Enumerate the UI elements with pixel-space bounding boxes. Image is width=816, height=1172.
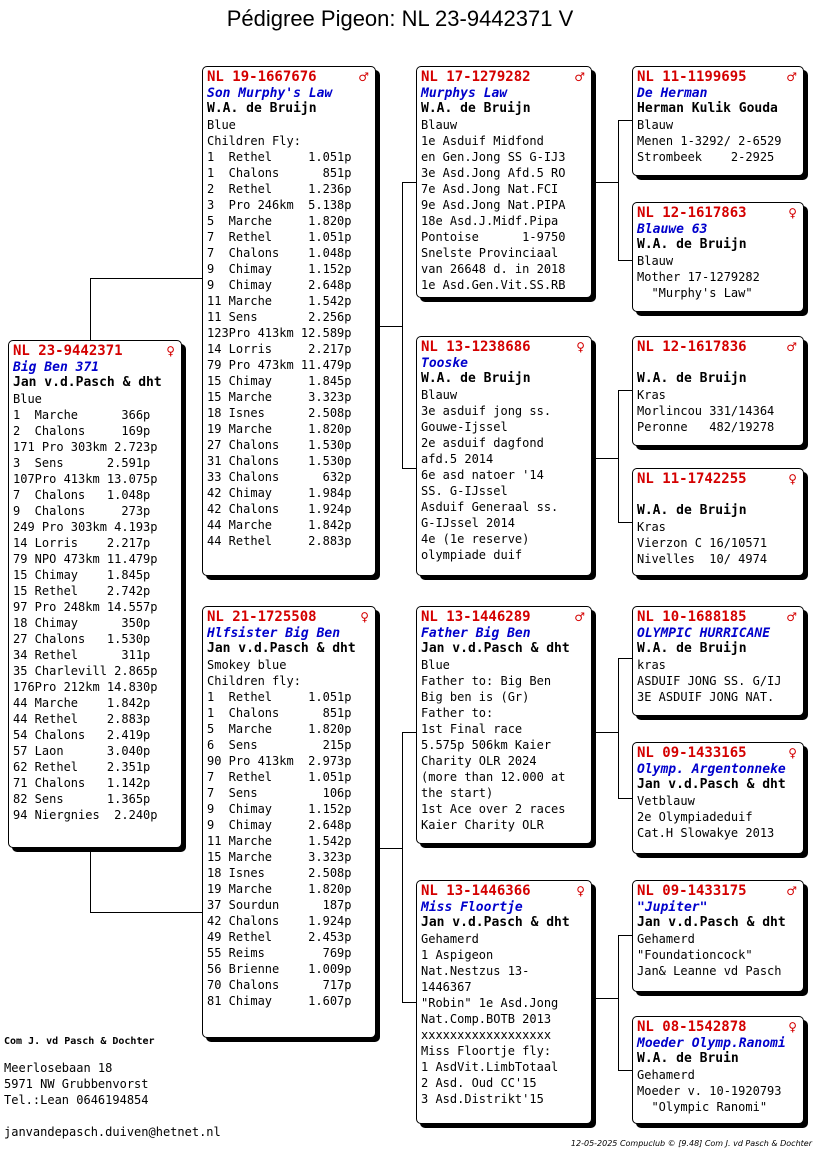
breeder-name: W.A. de Bruijn <box>421 371 531 386</box>
pedigree-line: (more than 12.000 at <box>421 770 566 784</box>
connector <box>90 278 204 279</box>
pigeon-card-sss[interactable] <box>632 66 804 176</box>
pedigree-line: 14 Lorris 2.217p <box>207 342 352 356</box>
connector <box>618 120 619 260</box>
connector <box>618 1070 632 1071</box>
pedigree-line: Gehamerd <box>637 932 695 946</box>
pigeon-card-dam-sire[interactable] <box>416 606 592 844</box>
pedigree-line: 3E ASDUIF JONG NAT. <box>637 690 775 704</box>
owner-street: Meerlosebaan 18 <box>4 1061 113 1075</box>
connector <box>618 935 619 1070</box>
pedigree-line: 171 Pro 303km 2.723p <box>13 440 158 454</box>
breeder-name: Jan v.d.Pasch & dht <box>637 777 786 792</box>
pedigree-line: 7e Asd.Jong Nat.FCI <box>421 182 559 196</box>
pedigree-line: 3e asduif jong ss. <box>421 404 552 418</box>
ring-number-row <box>637 1019 799 1036</box>
pedigree-line: Blauw <box>421 118 458 132</box>
connector <box>90 278 91 340</box>
pedigree-line: olympiade duif <box>421 548 523 562</box>
ring-number: NL 13-1238686 <box>421 339 531 355</box>
pigeon-name: Son Murphy's Law <box>207 86 333 101</box>
ring-number-row <box>207 69 371 86</box>
connector <box>592 182 618 183</box>
pedigree-line: Morlincou 331/14364 <box>637 404 775 418</box>
ring-number: NL 21-1725508 <box>207 609 317 625</box>
pedigree-line: Blauw <box>421 388 458 402</box>
pedigree-line: 2 Chalons 169p <box>13 424 151 438</box>
owner-tel: Tel.:Lean 0646194854 <box>4 1093 149 1107</box>
pedigree-line: 1e Asduif Midfond <box>421 134 544 148</box>
owner-company: Com J. vd Pasch & Dochter <box>4 1036 155 1047</box>
pedigree-line: 2 Rethel 1.236p <box>207 182 352 196</box>
pedigree-line: 7 Rethel 1.051p <box>207 770 352 784</box>
pedigree-line: 1 Chalons 851p <box>207 706 352 720</box>
sex-symbol-icon: ♀ <box>788 206 797 220</box>
pedigree-line: G-IJssel 2014 <box>421 516 515 530</box>
pedigree-line: 18 Isnes 2.508p <box>207 406 352 420</box>
pedigree-line: 18 Isnes 2.508p <box>207 866 352 880</box>
pedigree-line: Blue <box>13 392 42 406</box>
pedigree-line: 62 Rethel 2.351p <box>13 760 151 774</box>
breeder-name: Jan v.d.Pasch & dht <box>421 641 570 656</box>
ring-number-row <box>637 69 799 86</box>
connector <box>592 732 618 733</box>
pedigree-line: Father to: Big Ben <box>421 674 552 688</box>
pedigree-line: van 26648 d. in 2018 <box>421 262 566 276</box>
pedigree-line: Children Fly: <box>207 134 301 148</box>
pedigree-line: 7 Rethel 1.051p <box>207 230 352 244</box>
ring-number-row <box>421 609 587 626</box>
connector <box>592 998 618 999</box>
pedigree-line: Children fly: <box>207 674 301 688</box>
pedigree-line: 9 Chimay 1.152p <box>207 262 352 276</box>
ring-number: NL 12-1617836 <box>637 339 747 355</box>
connector <box>618 390 632 391</box>
pedigree-line: 42 Chalons 1.924p <box>207 914 352 928</box>
footer-credit: 12-05-2025 Compuclub © [9.48] Com J. vd Pasch & Dochter <box>570 1139 812 1148</box>
pedigree-line: 11 Sens 2.256p <box>207 310 352 324</box>
owner-address <box>4 1034 155 1050</box>
pedigree-line: 97 Pro 248km 14.557p <box>13 600 158 614</box>
pigeon-card-main[interactable] <box>8 340 182 848</box>
breeder-name: W.A. de Bruijn <box>637 503 747 518</box>
ring-number-row <box>421 69 587 86</box>
pedigree-line: 44 Rethel 2.883p <box>207 534 352 548</box>
breeder-name: Jan v.d.Pasch & dht <box>421 915 570 930</box>
ring-number: NL 13-1446289 <box>421 609 531 625</box>
connector <box>618 935 632 936</box>
connector <box>618 390 619 522</box>
breeder-name: W.A. de Bruin <box>637 1051 739 1066</box>
pigeon-card-sire-sire[interactable] <box>416 66 592 298</box>
pedigree-line: xxxxxxxxxxxxxxxxxx <box>421 1028 552 1042</box>
pigeon-name: Miss Floortje <box>421 900 523 915</box>
pedigree-line: 1446367 <box>421 980 472 994</box>
pedigree-line: "Foundationcock" <box>637 948 753 962</box>
sex-symbol-icon: ♀ <box>166 344 175 358</box>
pedigree-line: "Olympic Ranomi" <box>637 1100 768 1114</box>
pigeon-name <box>637 356 799 371</box>
pedigree-line: 57 Laon 3.040p <box>13 744 151 758</box>
pigeon-name: Tooske <box>421 356 468 371</box>
pedigree-line: Pontoise 1-9750 <box>421 230 566 244</box>
pedigree-line: Blauw <box>637 118 674 132</box>
pedigree-line: 1e Asd.Gen.Vit.SS.RB <box>421 278 566 292</box>
sex-symbol-icon: ♂ <box>358 70 369 84</box>
pigeon-card-ddd[interactable] <box>632 1016 804 1124</box>
pedigree-line: "Murphy's Law" <box>637 286 753 300</box>
breeder-name: W.A. de Bruijn <box>421 101 531 116</box>
pedigree-line: 1 AsdVit.LimbTotaal <box>421 1060 559 1074</box>
connector <box>618 260 632 261</box>
sex-symbol-icon: ♀ <box>788 472 797 486</box>
pedigree-line: 81 Chimay 1.607p <box>207 994 352 1008</box>
ring-number-row <box>13 343 177 360</box>
sex-symbol-icon: ♂ <box>786 340 797 354</box>
pedigree-line: 42 Chimay 1.984p <box>207 486 352 500</box>
ring-number-row <box>637 883 799 900</box>
pedigree-line: 15 Marche 3.323p <box>207 390 352 404</box>
ring-number-row <box>637 471 799 488</box>
pigeon-card-dam-dam[interactable] <box>416 880 592 1124</box>
connector <box>376 326 402 327</box>
pedigree-line: 1 Rethel 1.051p <box>207 150 352 164</box>
pedigree-line: kras <box>637 658 666 672</box>
pedigree-line: 6 Sens 215p <box>207 738 352 752</box>
ring-number: NL 08-1542878 <box>637 1019 747 1035</box>
owner-street-block <box>4 1060 149 1108</box>
pedigree-line: 9 Chimay 1.152p <box>207 802 352 816</box>
pedigree-line: Kras <box>637 388 666 402</box>
pedigree-line: Snelste Provinciaal <box>421 246 559 260</box>
connector <box>618 120 632 121</box>
pigeon-name: Murphys Law <box>421 86 508 101</box>
pedigree-line: Strombeek 2-2925 <box>637 150 775 164</box>
ring-number-row <box>207 609 371 626</box>
pigeon-name: Olymp. Argentonneke <box>637 762 786 777</box>
pedigree-line: 18 Chimay 350p <box>13 616 151 630</box>
pedigree-line: 7 Chalons 1.048p <box>13 488 151 502</box>
pedigree-line: Vetblauw <box>637 794 695 808</box>
pedigree-line: 27 Chalons 1.530p <box>13 632 151 646</box>
sex-symbol-icon: ♀ <box>360 610 369 624</box>
pedigree-line: 176Pro 212km 14.830p <box>13 680 158 694</box>
sex-symbol-icon: ♀ <box>788 1020 797 1034</box>
connector <box>402 732 403 1002</box>
breeder-name: Jan v.d.Pasch & dht <box>207 641 356 656</box>
pedigree-line: "Robin" 1e Asd.Jong <box>421 996 559 1010</box>
pedigree-line: Gehamerd <box>421 932 479 946</box>
pigeon-card-dsd[interactable] <box>632 742 804 854</box>
connector <box>618 658 632 659</box>
pedigree-line: 1 Aspigeon <box>421 948 494 962</box>
pedigree-line: Smokey blue <box>207 658 287 672</box>
pigeon-name: Big Ben 371 <box>13 360 100 375</box>
breeder-name: Jan v.d.Pasch & dht <box>13 375 162 390</box>
pedigree-line: 34 Rethel 311p <box>13 648 151 662</box>
sex-symbol-icon: ♂ <box>574 70 585 84</box>
connector <box>402 468 416 469</box>
pedigree-line: 7 Chalons 1.048p <box>207 246 352 260</box>
pedigree-line: Blue <box>207 118 236 132</box>
pedigree-line: 54 Chalons 2.419p <box>13 728 151 742</box>
pedigree-line: afd.5 2014 <box>421 452 494 466</box>
pigeon-name: Blauwe 63 <box>637 222 708 237</box>
sex-symbol-icon: ♂ <box>786 884 797 898</box>
pedigree-line: 3 Sens 2.591p <box>13 456 151 470</box>
connector <box>618 658 619 798</box>
pedigree-line: 1st Ace over 2 races <box>421 802 566 816</box>
pedigree-line: Jan& Leanne vd Pasch <box>637 964 782 978</box>
pedigree-line: 9 Chalons 273p <box>13 504 151 518</box>
pedigree-line: 42 Chalons 1.924p <box>207 502 352 516</box>
sex-symbol-icon: ♂ <box>786 610 797 624</box>
connector <box>592 458 618 459</box>
pedigree-line: the start) <box>421 786 494 800</box>
pedigree-line: 3 Pro 246km 5.138p <box>207 198 352 212</box>
pedigree-line: 107Pro 413km 13.075p <box>13 472 158 486</box>
ring-number: NL 10-1688185 <box>637 609 747 625</box>
pigeon-name: OLYMPIC HURRICANE <box>637 626 771 641</box>
pedigree-line: 19 Marche 1.820p <box>207 422 352 436</box>
pedigree-line: Cat.H Slowakye 2013 <box>637 826 775 840</box>
pedigree-line: Kras <box>637 520 666 534</box>
pedigree-line: 94 Niergnies 2.240p <box>13 808 158 822</box>
pedigree-line: 1 Marche 366p <box>13 408 151 422</box>
pigeon-card-sdd[interactable] <box>632 468 804 576</box>
pedigree-line: 49 Rethel 2.453p <box>207 930 352 944</box>
ring-number: NL 11-1199695 <box>637 69 747 85</box>
pedigree-line: SS. G-IJssel <box>421 484 508 498</box>
pedigree-line: 27 Chalons 1.530p <box>207 438 352 452</box>
pedigree-line: 56 Brienne 1.009p <box>207 962 352 976</box>
pigeon-card-ssd[interactable] <box>632 202 804 312</box>
pedigree-line: 9 Chimay 2.648p <box>207 818 352 832</box>
pedigree-line: 3e Asd.Jong Afd.5 RO <box>421 166 566 180</box>
breeder-name: W.A. de Bruijn <box>207 101 317 116</box>
ring-number-row <box>637 745 799 762</box>
pedigree-line: 1st Final race <box>421 722 523 736</box>
pedigree-line: ASDUIF JONG SS. G/IJ <box>637 674 782 688</box>
ring-number: NL 09-1433165 <box>637 745 747 761</box>
breeder-name: W.A. de Bruijn <box>637 371 747 386</box>
pedigree-line: Nat.Nestzus 13- <box>421 964 530 978</box>
pedigree-line: Kaier Charity OLR <box>421 818 544 832</box>
pigeon-card-sire[interactable] <box>202 66 376 576</box>
pedigree-line: Nivelles 10/ 4974 <box>637 552 768 566</box>
connector <box>618 798 632 799</box>
connector <box>402 1002 416 1003</box>
ring-number: NL 23-9442371 <box>13 343 123 359</box>
pedigree-line: 249 Pro 303km 4.193p <box>13 520 158 534</box>
pigeon-name: Father Big Ben <box>421 626 531 641</box>
ring-number-row <box>637 609 799 626</box>
pedigree-line: 2e Olympiadeduif <box>637 810 753 824</box>
pedigree-line: 79 NPO 473km 11.479p <box>13 552 158 566</box>
pigeon-card-dam[interactable] <box>202 606 376 1038</box>
pedigree-line: Father to: <box>421 706 494 720</box>
connector <box>90 912 204 913</box>
page-title: Pédigree Pigeon: NL 23-9442371 V <box>226 6 574 31</box>
pedigree-line: 70 Chalons 717p <box>207 978 352 992</box>
pigeon-card-dds[interactable] <box>632 880 804 992</box>
pedigree-line: 71 Chalons 1.142p <box>13 776 151 790</box>
connector <box>402 182 403 468</box>
pedigree-line: Miss Floortje fly: <box>421 1044 552 1058</box>
pedigree-line: 5.575p 506km Kaier <box>421 738 552 752</box>
pedigree-line: 9 Chimay 2.648p <box>207 278 352 292</box>
ring-number-row <box>637 339 799 356</box>
pigeon-name: De Herman <box>637 86 708 101</box>
connector <box>376 848 402 849</box>
pedigree-line: 1 Rethel 1.051p <box>207 690 352 704</box>
pigeon-name: Moeder Olymp.Ranomi <box>637 1036 786 1051</box>
sex-symbol-icon: ♀ <box>788 746 797 760</box>
ring-number: NL 19-1667676 <box>207 69 317 85</box>
pedigree-line: Blue <box>421 658 450 672</box>
pedigree-line: 35 Charlevill 2.865p <box>13 664 158 678</box>
ring-number-row <box>637 205 799 222</box>
pedigree-line: 14 Lorris 2.217p <box>13 536 151 550</box>
breeder-name: Herman Kulik Gouda <box>637 101 778 116</box>
sex-symbol-icon: ♀ <box>576 884 585 898</box>
pedigree-line: 44 Marche 1.842p <box>207 518 352 532</box>
pedigree-line: 6e asd natoer '14 <box>421 468 544 482</box>
pedigree-line: 11 Marche 1.542p <box>207 834 352 848</box>
pedigree-line: Vierzon C 16/10571 <box>637 536 768 550</box>
ring-number: NL 11-1742255 <box>637 471 747 487</box>
pigeon-card-sds[interactable] <box>632 336 804 446</box>
pedigree-line: 90 Pro 413km 2.973p <box>207 754 352 768</box>
pigeon-card-dss[interactable] <box>632 606 804 716</box>
pedigree-line: Asduif Generaal ss. <box>421 500 559 514</box>
pigeon-name: "Jupiter" <box>637 900 708 915</box>
pedigree-line: Peronne 482/19278 <box>637 420 775 434</box>
pedigree-line: 31 Chalons 1.530p <box>207 454 352 468</box>
pedigree-line: 5 Marche 1.820p <box>207 722 352 736</box>
pedigree-line: Gehamerd <box>637 1068 695 1082</box>
ring-number: NL 12-1617863 <box>637 205 747 221</box>
sex-symbol-icon: ♂ <box>574 610 585 624</box>
pedigree-line: 19 Marche 1.820p <box>207 882 352 896</box>
pedigree-line: 15 Chimay 1.845p <box>13 568 151 582</box>
pedigree-line: 4e (1e reserve) <box>421 532 530 546</box>
ring-number: NL 09-1433175 <box>637 883 747 899</box>
pedigree-line: 33 Chalons 632p <box>207 470 352 484</box>
ring-number-row <box>421 883 587 900</box>
pigeon-name <box>637 488 799 503</box>
pedigree-line: 55 Reims 769p <box>207 946 352 960</box>
pedigree-line: 79 Pro 473km 11.479p <box>207 358 352 372</box>
connector <box>90 848 91 912</box>
connector <box>402 732 416 733</box>
pedigree-line: en Gen.Jong SS G-IJ3 <box>421 150 566 164</box>
sex-symbol-icon: ♀ <box>576 340 585 354</box>
pedigree-line: Mother 17-1279282 <box>637 270 760 284</box>
pedigree-line: 1 Chalons 851p <box>207 166 352 180</box>
pedigree-line: Blauw <box>637 254 674 268</box>
pedigree-line: 9e Asd.Jong Nat.PIPA <box>421 198 566 212</box>
ring-number: NL 13-1446366 <box>421 883 531 899</box>
connector <box>402 182 416 183</box>
breeder-name: Jan v.d.Pasch & dht <box>637 915 786 930</box>
pedigree-line: Gouwe-Ijssel <box>421 420 508 434</box>
breeder-name: W.A. de Bruijn <box>637 237 747 252</box>
pigeon-card-sire-dam[interactable] <box>416 336 592 576</box>
pedigree-line: 11 Marche 1.542p <box>207 294 352 308</box>
owner-city: 5971 NW Grubbenvorst <box>4 1077 149 1091</box>
connector <box>618 522 632 523</box>
breeder-name: W.A. de Bruijn <box>637 641 747 656</box>
pedigree-line: Charity OLR 2024 <box>421 754 537 768</box>
pedigree-line: 7 Sens 106p <box>207 786 352 800</box>
pedigree-line: Big ben is (Gr) <box>421 690 530 704</box>
pedigree-line: 15 Chimay 1.845p <box>207 374 352 388</box>
pedigree-line: 123Pro 413km 12.589p <box>207 326 352 340</box>
sex-symbol-icon: ♂ <box>786 70 797 84</box>
pedigree-line: Moeder v. 10-1920793 <box>637 1084 782 1098</box>
ring-number: NL 17-1279282 <box>421 69 531 85</box>
pedigree-line: 44 Marche 1.842p <box>13 696 151 710</box>
pedigree-line: 82 Sens 1.365p <box>13 792 151 806</box>
pedigree-line: 15 Marche 3.323p <box>207 850 352 864</box>
pedigree-line: 15 Rethel 2.742p <box>13 584 151 598</box>
pedigree-line: 5 Marche 1.820p <box>207 214 352 228</box>
pedigree-line: Menen 1-3292/ 2-6529 <box>637 134 782 148</box>
ring-number-row <box>421 339 587 356</box>
owner-email[interactable]: janvandepasch.duiven@hetnet.nl <box>4 1125 221 1139</box>
pedigree-line: 18e Asd.J.Midf.Pipa <box>421 214 559 228</box>
pedigree-line: 37 Sourdun 187p <box>207 898 352 912</box>
pedigree-line: Nat.Comp.BOTB 2013 <box>421 1012 552 1026</box>
pedigree-line: 3 Asd.Distrikt'15 <box>421 1092 544 1106</box>
pedigree-line: 2 Asd. Oud CC'15 <box>421 1076 537 1090</box>
pedigree-line: 44 Rethel 2.883p <box>13 712 151 726</box>
pigeon-name: Hlfsister Big Ben <box>207 626 341 641</box>
pedigree-line: 2e asduif dagfond <box>421 436 544 450</box>
